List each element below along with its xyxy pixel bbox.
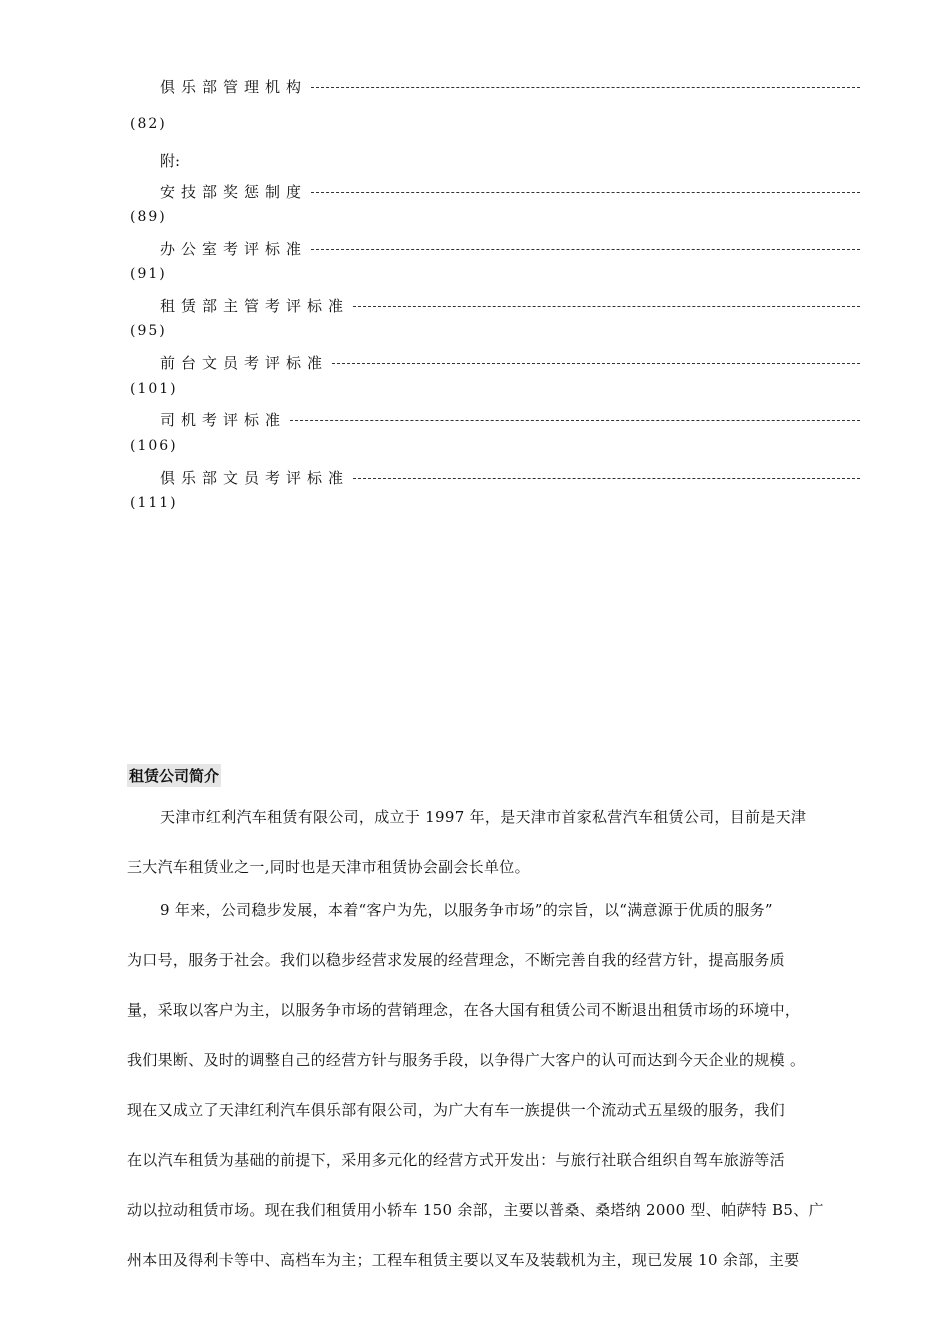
toc-entry-page: (95): [130, 323, 167, 339]
toc-leader: [311, 192, 860, 193]
toc-entry-title: 俱乐部管理机构: [160, 77, 308, 96]
toc-entry-title: 前台文员考评标准: [160, 353, 329, 372]
paragraph-line: 9 年来，公司稳步发展，本着“客户为先，以服务争市场”的宗旨，以“满意源于优质的服务”: [160, 901, 773, 919]
toc-entry[interactable]: [160, 293, 860, 317]
paragraph-line: 在以汽车租赁为基础的前提下，采用多元化的经营方式开发出：与旅行社联合组织自驾车旅游等活: [127, 1151, 785, 1169]
toc-entry[interactable]: [160, 179, 860, 203]
toc-leader: [353, 478, 860, 479]
paragraph-line: 现在又成立了天津红利汽车俱乐部有限公司，为广大有车一族提供一个流动式五星级的服务，我们: [127, 1101, 785, 1119]
toc-leader: [311, 87, 860, 88]
paragraph-line: 三大汽车租赁业之一,同时也是天津市租赁协会副会长单位。: [127, 858, 530, 876]
paragraph-line: 为口号，服务于社会。我们以稳步经营求发展的经营理念，不断完善自我的经营方针，提高服务质: [127, 951, 785, 969]
paragraph-line: 天津市红利汽车租赁有限公司，成立于 1997 年，是天津市首家私营汽车租赁公司，目前是天津: [160, 808, 807, 826]
paragraph-line: 量，采取以客户为主，以服务争市场的营销理念，在各大国有租赁公司不断退出租赁市场的环境中，: [127, 1001, 801, 1019]
toc-entry-title: 司机考评标准: [160, 410, 287, 429]
toc-entry-title: 俱乐部文员考评标准: [160, 468, 350, 487]
toc-entry-title: 办公室考评标准: [160, 239, 308, 258]
paragraph-line: 我们果断、及时的调整自己的经营方针与服务手段，以争得广大客户的认可而达到今天企业的规模 。: [127, 1051, 806, 1069]
toc-entry-page: (106): [130, 438, 178, 454]
section-heading: 租赁公司简介: [127, 764, 221, 787]
toc-entry-page: (101): [130, 381, 178, 397]
toc-leader: [332, 363, 860, 364]
toc-entry[interactable]: [160, 236, 860, 260]
toc-entry[interactable]: [160, 350, 860, 374]
toc-entry-title: 租赁部主管考评标准: [160, 296, 350, 315]
toc-entry-page: (82): [130, 116, 167, 132]
toc-entry-page: (111): [130, 495, 178, 511]
toc-entry-page: (89): [130, 209, 167, 225]
paragraph-line: 动以拉动租赁市场。现在我们租赁用小轿车 150 余部，主要以普桑、桑塔纳 2000 型、帕萨特 B5、广: [127, 1201, 824, 1219]
toc-leader: [290, 420, 860, 421]
toc-leader: [353, 306, 860, 307]
paragraph-line: 州本田及得利卡等中、高档车为主；工程车租赁主要以叉车及装载机为主，现已发展 10 余部，主要: [127, 1251, 800, 1269]
toc-entry[interactable]: [160, 74, 860, 98]
toc-entry[interactable]: [160, 465, 860, 489]
toc-leader: [311, 249, 860, 250]
toc-entry[interactable]: [160, 407, 860, 431]
appendix-label: 附:: [160, 152, 181, 170]
toc-entry-page: (91): [130, 266, 167, 282]
toc-entry-title: 安技部奖惩制度: [160, 182, 308, 201]
